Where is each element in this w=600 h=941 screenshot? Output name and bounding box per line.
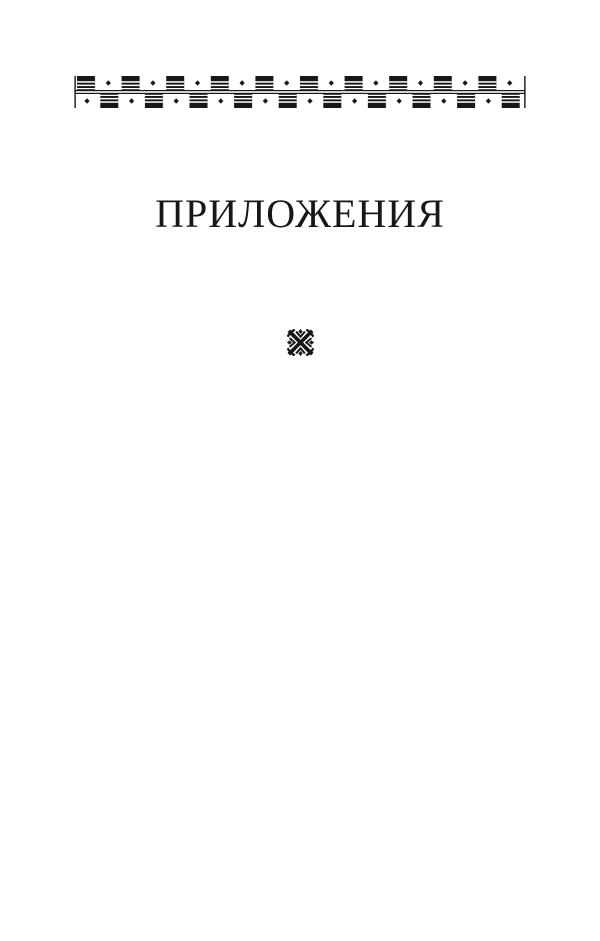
meander-band-icon [74, 76, 526, 108]
chevron-snowflake-fleuron-icon [287, 329, 314, 356]
divider-ornament [287, 329, 314, 356]
section-title: ПРИЛОЖЕНИЯ [155, 191, 445, 236]
header-ornament-band [74, 76, 526, 108]
